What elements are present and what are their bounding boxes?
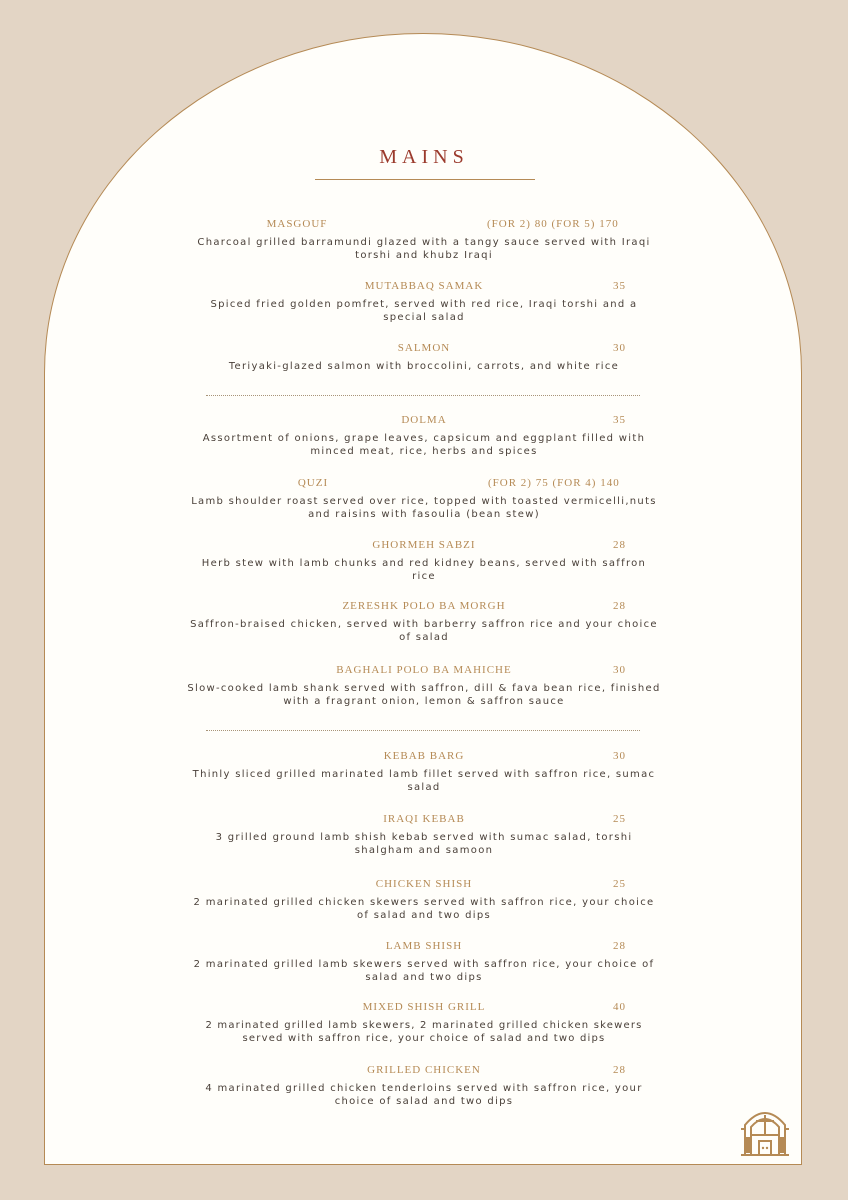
item-price: 35 bbox=[613, 414, 626, 426]
item-description: Charcoal grilled barramundi glazed with a tangy sauce served with Iraqi torshi and khubz Iraqi bbox=[197, 237, 651, 261]
item-name: KEBAB BARG bbox=[383, 750, 465, 762]
item-name: MASGOUF bbox=[266, 218, 328, 230]
item-name: ZERESHK POLO BA MORGH bbox=[342, 600, 506, 612]
item-price: 28 bbox=[613, 539, 626, 551]
title-underline bbox=[315, 179, 535, 180]
item-description: Saffron-braised chicken, served with barberry saffron rice and your choice of salad bbox=[190, 619, 658, 643]
item-description: 2 marinated grilled lamb skewers, 2 marinated grilled chicken skewers served with saffron rice, your choice of salad and two dips bbox=[205, 1020, 643, 1044]
item-name: DOLMA bbox=[401, 414, 447, 426]
item-description: 2 marinated grilled chicken skewers served with saffron rice, your choice of salad and two dips bbox=[193, 897, 655, 921]
item-name: CHICKEN SHISH bbox=[375, 878, 473, 890]
item-price: 40 bbox=[613, 1001, 626, 1013]
section-title: MAINS bbox=[379, 146, 469, 168]
item-description: Lamb shoulder roast served over rice, topped with toasted vermicelli,nuts and raisins with fasoulia (bean stew) bbox=[191, 496, 657, 520]
item-description: Slow-cooked lamb shank served with saffron, dill & fava bean rice, finished with a fragrant onion, lemon & saffron sauce bbox=[187, 683, 661, 707]
item-name: LAMB SHISH bbox=[385, 940, 463, 952]
item-price: 28 bbox=[613, 600, 626, 612]
item-description: 3 grilled ground lamb shish kebab served with sumac salad, torshi shalgham and samoon bbox=[215, 832, 633, 856]
item-price: 35 bbox=[613, 280, 626, 292]
item-price: 25 bbox=[613, 878, 626, 890]
item-description: Spiced fried golden pomfret, served with red rice, Iraqi torshi and a special salad bbox=[210, 299, 638, 323]
arched-gate-logo-icon bbox=[740, 1103, 790, 1157]
item-name: BAGHALI POLO BA MAHICHE bbox=[336, 664, 512, 676]
item-description: 2 marinated grilled lamb skewers served with saffron rice, your choice of salad and two dips bbox=[193, 959, 655, 983]
item-price: (FOR 2) 75 (FOR 4) 140 bbox=[488, 477, 620, 489]
item-name: IRAQI KEBAB bbox=[383, 813, 465, 825]
item-name: QUZI bbox=[297, 477, 329, 489]
section-divider bbox=[206, 730, 640, 731]
section-divider bbox=[206, 395, 640, 396]
item-price: 28 bbox=[613, 940, 626, 952]
item-name: SALMON bbox=[397, 342, 451, 354]
item-name: MIXED SHISH GRILL bbox=[362, 1001, 486, 1013]
item-price: 30 bbox=[613, 342, 626, 354]
item-description: Herb stew with lamb chunks and red kidney beans, served with saffron rice bbox=[201, 558, 647, 582]
item-price: 28 bbox=[613, 1064, 626, 1076]
item-description: Teriyaki-glazed salmon with broccolini, carrots, and white rice bbox=[228, 361, 620, 372]
item-price: 25 bbox=[613, 813, 626, 825]
item-price: 30 bbox=[613, 750, 626, 762]
item-description: Thinly sliced grilled marinated lamb fillet served with saffron rice, sumac salad bbox=[192, 769, 656, 793]
item-name: GRILLED CHICKEN bbox=[367, 1064, 481, 1076]
item-name: MUTABBAQ SAMAK bbox=[364, 280, 484, 292]
item-description: 4 marinated grilled chicken tenderloins served with saffron rice, your choice of salad and two dips bbox=[205, 1083, 643, 1107]
item-description: Assortment of onions, grape leaves, capsicum and eggplant filled with minced meat, rice, herbs and spices bbox=[202, 433, 646, 457]
item-price: 30 bbox=[613, 664, 626, 676]
menu-arch-panel bbox=[44, 33, 802, 1165]
item-price: (FOR 2) 80 (FOR 5) 170 bbox=[487, 218, 619, 230]
item-name: GHORMEH SABZI bbox=[372, 539, 476, 551]
